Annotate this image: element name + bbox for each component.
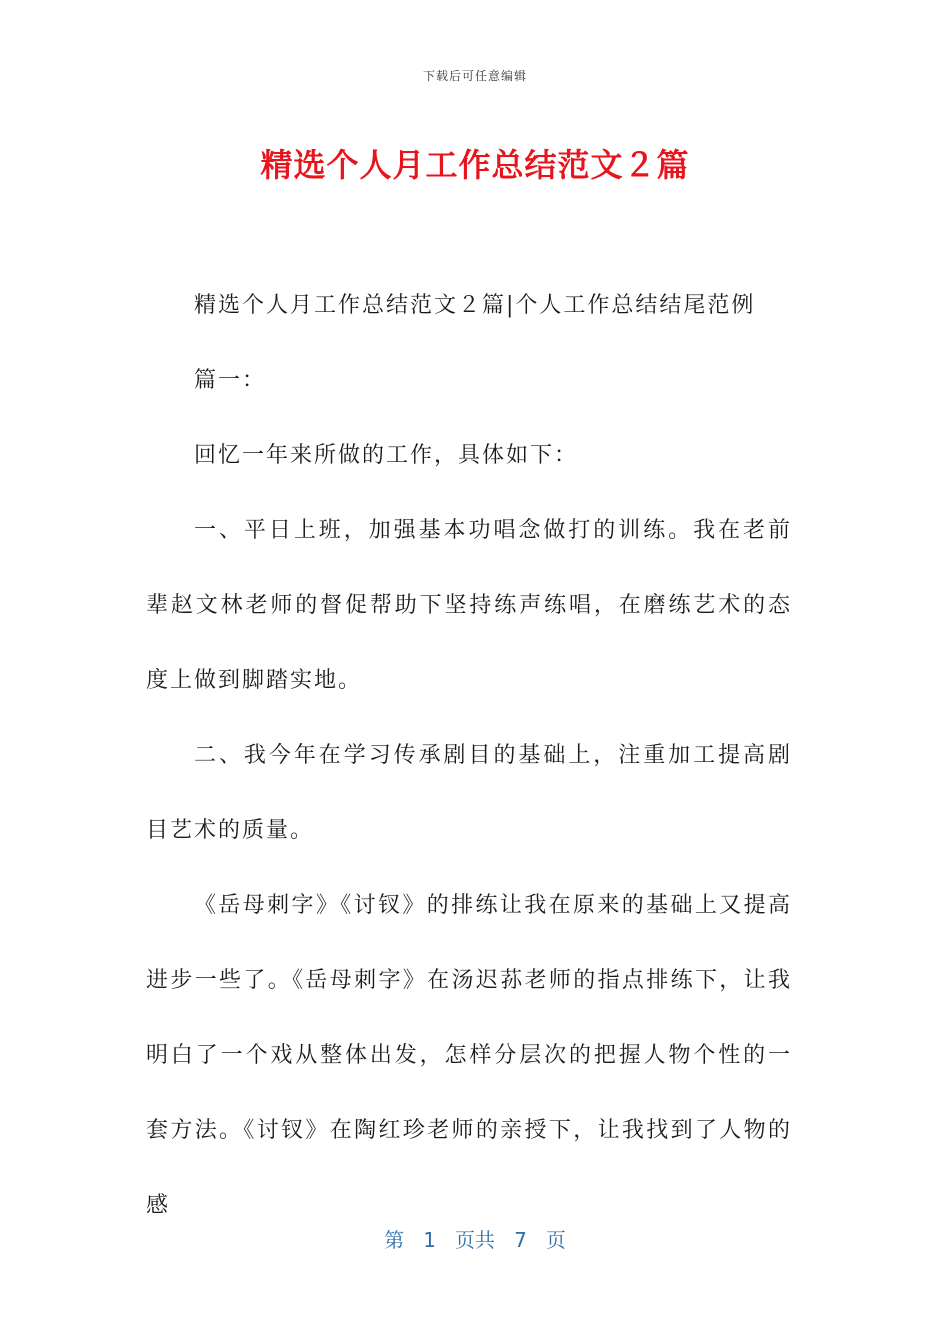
total-pages-number: 7 — [514, 1228, 527, 1252]
page-footer — [0, 1224, 950, 1253]
page-label-mid: 页共 — [455, 1228, 495, 1252]
paragraph-item-one: 一、平日上班，加强基本功唱念做打的训练。我在老前辈赵文林老师的督促帮助下坚持练声练唱，在磨练艺术的态度上做到脚踏实地。 — [146, 518, 792, 693]
header-note: 下载后可任意编辑 — [422, 69, 527, 83]
page-label-suffix: 页 — [545, 1228, 566, 1252]
paragraph-item-two: 二、我今年在学习传承剧目的基础上，注重加工提高剧目艺术的质量。 — [146, 743, 792, 843]
paragraph-subtitle: 精选个人月工作总结范文２篇|个人工作总结结尾范例 — [194, 293, 756, 318]
page-label-prefix: 第 — [384, 1228, 405, 1252]
current-page-number: 1 — [423, 1228, 436, 1252]
paragraph-intro: 回忆一年来所做的工作，具体如下： — [194, 443, 579, 468]
document-body — [146, 268, 792, 1243]
paragraph-rehearsal: 《岳母刺字》《讨钗》的排练让我在原来的基础上又提高进步一些了。《岳母刺字》在汤迟荪老师的指点排练下，让我明白了一个戏从整体出发，怎样分层次的把握人物个性的一套方法。《讨钗》在陶红珍老师的亲授下，让我找到了人物的感 — [146, 893, 792, 1218]
paragraph-section-heading: 篇一： — [194, 368, 267, 393]
document-title: 精选个人月工作总结范文２篇 — [260, 146, 690, 184]
